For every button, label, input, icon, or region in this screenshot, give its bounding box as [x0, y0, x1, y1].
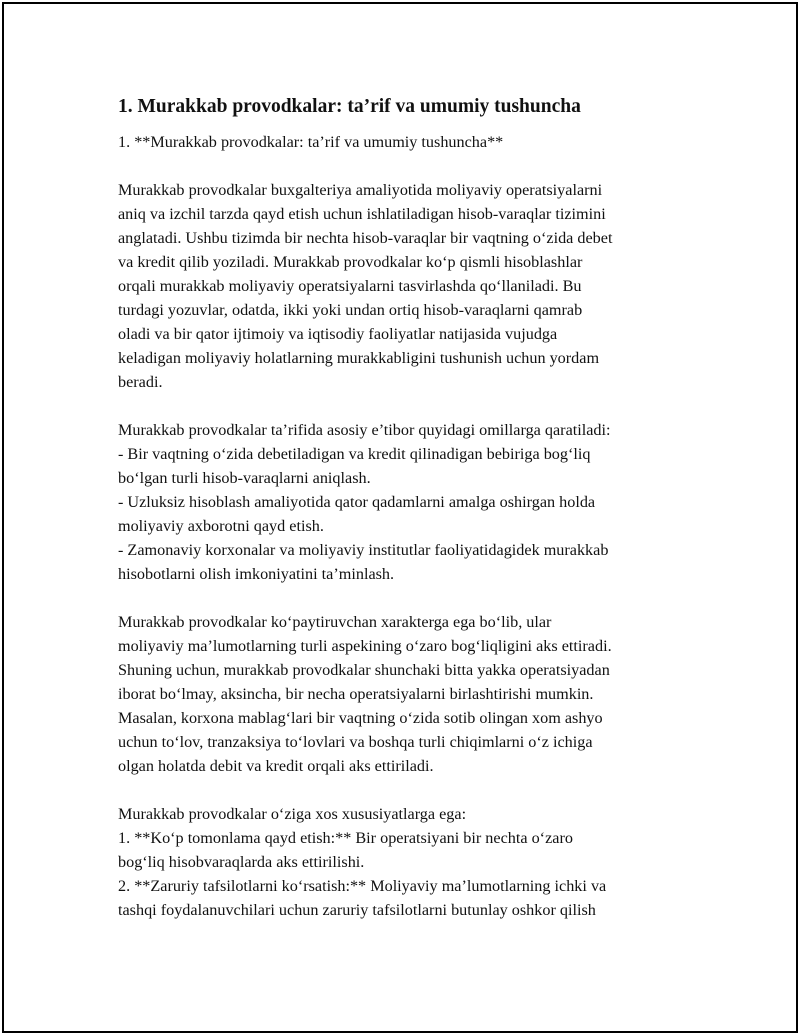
- blank-line: [118, 394, 690, 418]
- text-line: Murakkab provodkalar ko‘paytiruvchan xarakterga ega bo‘lib, ular: [118, 613, 552, 631]
- text-line: iborat bo‘lmay, aksincha, bir necha operatsiyalarni birlashtirishi mumkin.: [118, 685, 594, 703]
- text-line: keladigan moliyaviy holatlarning murakkabligini tushunish uchun yordam: [118, 349, 600, 367]
- text-line: olgan holatda debit va kredit orqali aks ettiriladi.: [118, 757, 434, 775]
- blank-line: [118, 586, 690, 610]
- text-line: - Uzluksiz hisoblash amaliyotida qator qadamlarni amalga oshirgan holda: [118, 493, 596, 511]
- text-line: 2. **Zaruriy tafsilotlarni ko‘rsatish:** Moliyaviy ma’lumotlarning ichki va: [118, 877, 607, 895]
- text-line: anglatadi. Ushbu tizimda bir nechta hisob-varaqlar bir vaqtning o‘zida debet: [118, 229, 613, 247]
- text-line: bog‘liq hisobvaraqlarda aks ettirilishi.: [118, 853, 365, 871]
- text-line: va kredit qilib yoziladi. Murakkab provodkalar ko‘p qismli hisoblashlar: [118, 253, 583, 271]
- blank-line: [118, 154, 690, 178]
- text-line: turdagi yozuvlar, odatda, ikki yoki undan ortiq hisob-varaqlarni qamrab: [118, 301, 583, 319]
- text-line: Shuning uchun, murakkab provodkalar shunchaki bitta yakka operatsiyadan: [118, 661, 610, 679]
- text-line: 1. **Ko‘p tomonlama qayd etish:** Bir operatsiyani bir nechta o‘zaro: [118, 829, 573, 847]
- text-line: uchun to‘lov, tranzaksiya to‘lovlari va boshqa turli chiqimlarni o‘z ichiga: [118, 733, 593, 751]
- blank-line: [118, 778, 690, 802]
- text-line: - Zamonaviy korxonalar va moliyaviy institutlar faoliyatidagidek murakkab: [118, 541, 609, 559]
- text-line: Murakkab provodkalar buxgalteriya amaliyotida moliyaviy operatsiyalarni: [118, 181, 603, 199]
- text-line: bo‘lgan turli hisob-varaqlarni aniqlash.: [118, 469, 371, 487]
- text-lines: [118, 130, 690, 922]
- text-line: beradi.: [118, 373, 163, 391]
- page-title: 1. Murakkab provodkalar: ta’rif va umumiy tushuncha: [118, 96, 581, 117]
- text-line: tashqi foydalanuvchilari uchun zaruriy tafsilotlarni butunlay oshkor qilish: [118, 901, 596, 919]
- document-body: [118, 93, 690, 922]
- text-line: 1. **Murakkab provodkalar: ta’rif va umumiy tushuncha**: [118, 133, 504, 151]
- text-line: moliyaviy ma’lumotlarning turli aspekining o‘zaro bog‘liqligini aks ettiradi.: [118, 637, 612, 655]
- text-line: Murakkab provodkalar o‘ziga xos xususiyatlarga ega:: [118, 805, 467, 823]
- text-line: aniq va izchil tarzda qayd etish uchun ishlatiladigan hisob-varaqlar tizimini: [118, 205, 606, 223]
- text-line: moliyaviy axborotni qayd etish.: [118, 517, 324, 535]
- text-line: oladi va bir qator ijtimoiy va iqtisodiy faoliyatlar natijasida vujudga: [118, 325, 558, 343]
- text-line: Masalan, korxona mablag‘lari bir vaqtning o‘zida sotib olingan xom ashyo: [118, 709, 603, 727]
- text-line: hisobotlarni olish imkoniyatini ta’minlash.: [118, 565, 395, 583]
- text-line: - Bir vaqtning o‘zida debetiladigan va kredit qilinadigan bebiriga bog‘liq: [118, 445, 591, 463]
- text-line: Murakkab provodkalar ta’rifida asosiy e’tibor quyidagi omillarga qaratiladi:: [118, 421, 611, 439]
- text-line: orqali murakkab moliyaviy operatsiyalarni tasvirlashda qo‘llaniladi. Bu: [118, 277, 582, 295]
